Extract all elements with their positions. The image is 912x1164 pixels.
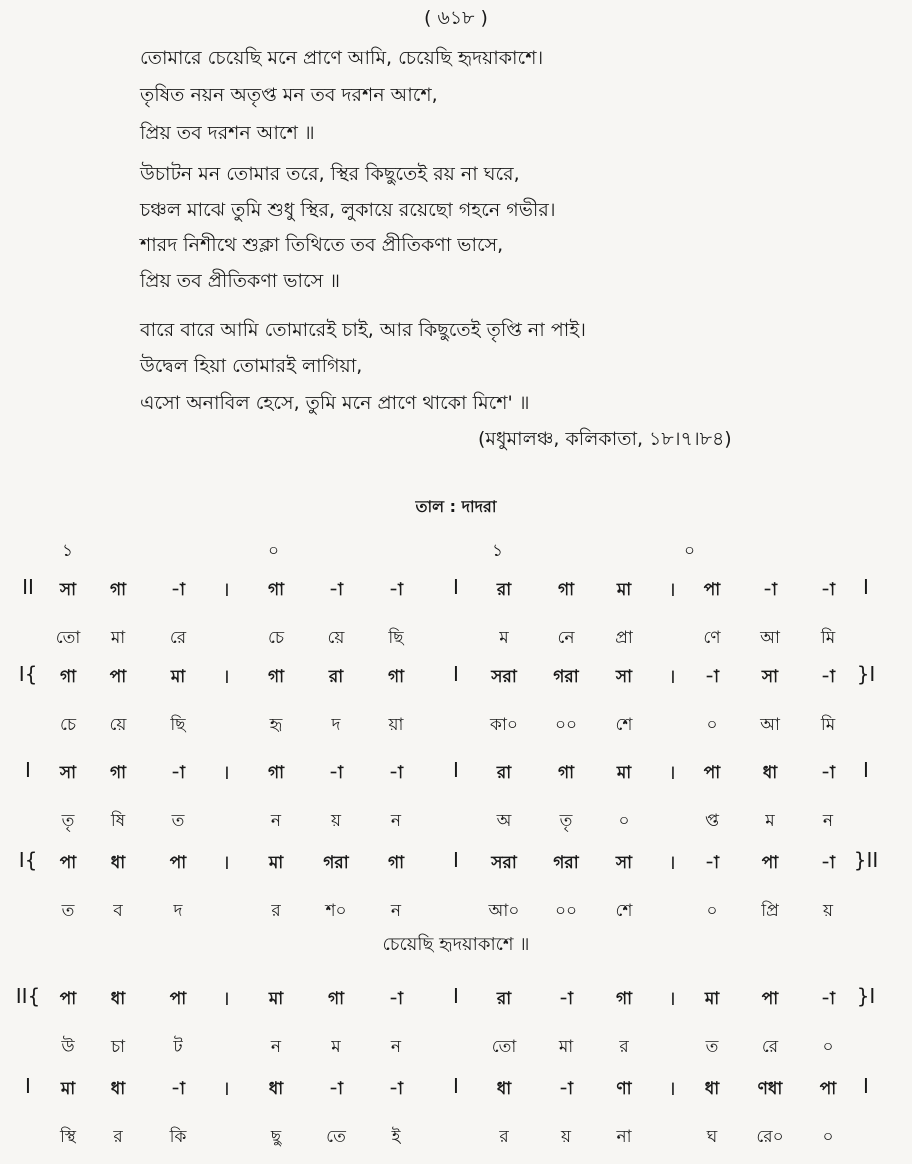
swara-note: গা [615,989,633,1009]
lyric-syllable: ০ [706,901,718,921]
lyric-syllable: মা [110,628,126,648]
lyric-syllable: ন [390,901,402,921]
swara-note: ণধা [757,1079,783,1099]
lyric-syllable: ম [331,1037,341,1057]
swara-note: গা [59,667,77,687]
lyric-syllable: স্থি [59,1127,77,1147]
swara-note: গা [327,989,345,1009]
bar-line: । [222,986,230,1010]
lyric-syllable: চে [267,628,285,648]
swara-note: গা [267,763,285,783]
lyric-syllable: শে [615,715,633,735]
lyric-syllable: শ০ [325,901,347,921]
row-end-mark: }I [856,984,876,1008]
row-end-mark: }II [853,848,879,872]
lyric-syllable: না [616,1127,632,1147]
lyric-syllable: র [113,1127,123,1147]
lyric-syllable: মি [820,628,836,648]
swara-note: গরা [553,667,579,687]
row-start-mark: I [25,758,31,782]
beat-mark: ১ [492,541,504,561]
swara-note: -া [821,763,835,783]
bar-line: । [222,664,230,688]
tala-heading: তাল : দাদরা [415,497,497,516]
lyric-syllable: ট [173,1037,183,1057]
bar-line: । [668,760,676,784]
swara-note: -া [329,763,343,783]
lyric-syllable: ০০ [554,901,578,921]
lyric-syllable: ০ [822,1127,834,1147]
lyric-syllable: র [271,901,281,921]
lyric-syllable: ন [822,811,834,831]
swara-note: সরা [491,853,517,873]
swara-note: মা [704,989,720,1009]
lyric-syllable: রে০ [756,1127,784,1147]
lyric-syllable: তো [491,1037,517,1057]
swara-note: সা [761,667,779,687]
poem-line: চঞ্চল মাঝে তুমি শুধু স্থির, লুকায়ে রয়েছো গহনে গভীর। [140,199,556,221]
bar-line: । [668,1076,676,1100]
swara-note: গা [387,853,405,873]
row-end-mark: I [863,1074,869,1098]
bar-line: । [668,577,676,601]
lyric-syllable: প্রা [615,628,633,648]
bar-line: । [668,850,676,874]
swara-note: সা [615,853,633,873]
swara-note: গা [557,580,575,600]
lyric-syllable: কা০ [490,715,518,735]
swara-note: গা [387,667,405,687]
swara-note: ধা [268,1079,284,1099]
bar-line: I [453,1074,459,1098]
swara-note: রা [496,989,512,1009]
swara-note: গা [109,763,127,783]
lyric-syllable: হৃ [269,715,283,735]
swara-note: -া [329,1079,343,1099]
lyric-syllable: দ [173,901,183,921]
lyric-syllable: র [499,1127,509,1147]
swara-note: -া [329,580,343,600]
lyric-syllable: ব [113,901,123,921]
lyric-syllable: য় [822,901,834,921]
poem-line: প্রিয় তব প্রীতিকণা ভাসে ॥ [140,270,341,292]
bar-line: I [453,848,459,872]
swara-note: গা [557,763,575,783]
lyric-syllable: ত [705,1037,719,1057]
poem-line: তৃষিত নয়ন অতৃপ্ত মন তব দরশন আশে, [140,84,438,106]
lyric-syllable: য়া [388,715,404,735]
lyric-syllable: উ [61,1037,75,1057]
lyric-syllable: য়ে [109,715,127,735]
swara-note: ধা [762,763,778,783]
lyric-syllable: মা [558,1037,574,1057]
lyric-syllable: ই [391,1127,401,1147]
lyric-syllable: ন [390,1037,402,1057]
swara-note: সা [59,580,77,600]
bar-line: । [222,577,230,601]
swara-note: গা [267,667,285,687]
lyric-syllable: ছু [270,1127,282,1147]
swara-note: পা [59,989,77,1009]
swara-note: মা [170,667,186,687]
poem-line: এসো অনাবিল হেসে, তুমি মনে প্রাণে থাকো মিশে' ॥ [140,392,530,414]
lyric-syllable: রে [761,1037,779,1057]
lyric-syllable: য় [330,811,342,831]
row-start-mark: II [22,575,34,599]
lyric-syllable: ম [499,628,509,648]
swara-note: মা [60,1079,76,1099]
swara-note: -া [705,667,719,687]
lyric-syllable: য়ে [327,628,345,648]
lyric-syllable: ছি [388,628,404,648]
swara-note: -া [559,989,573,1009]
swara-note: ধা [496,1079,512,1099]
swara-note: গা [267,580,285,600]
swara-note: পা [59,853,77,873]
beat-mark: ১ [62,541,74,561]
swara-note: -া [559,1079,573,1099]
lyric-syllable: ছি [170,715,186,735]
lyric-syllable: ষি [110,811,126,831]
row-start-mark: I{ [18,848,38,872]
interlude-line: চেয়েছি হৃদয়াকাশে ॥ [382,934,530,955]
swara-note: ধা [704,1079,720,1099]
bar-line: I [453,758,459,782]
lyric-syllable: ০ [706,715,718,735]
swara-note: মা [616,580,632,600]
beat-mark: ০ [684,541,696,561]
page-number: ( ৬১৮ ) [424,7,488,29]
swara-note: -া [171,763,185,783]
swara-note: -া [821,580,835,600]
lyric-syllable: তে [326,1127,346,1147]
lyric-syllable: আ [760,628,780,648]
swara-note: মা [268,989,284,1009]
lyric-syllable: য় [560,1127,572,1147]
beat-mark: ০ [268,541,280,561]
lyric-syllable: অ [496,811,512,831]
swara-note: -া [171,1079,185,1099]
bar-line: I [453,984,459,1008]
row-end-mark: I [863,758,869,782]
swara-note: রা [328,667,344,687]
swara-note: -া [705,853,719,873]
lyric-syllable: প্ত [705,811,719,831]
lyric-syllable: ণে [703,628,721,648]
swara-note: পা [761,853,779,873]
swara-note: ধা [110,989,126,1009]
lyric-syllable: ন [270,811,282,831]
swara-note: পা [169,853,187,873]
poem-line: প্রিয় তব দরশন আশে ॥ [140,122,315,144]
bar-line: । [222,1076,230,1100]
bar-line: । [222,760,230,784]
swara-note: -া [389,1079,403,1099]
swara-note: পা [109,667,127,687]
lyric-syllable: কি [169,1127,187,1147]
poem-line: বারে বারে আমি তোমারেই চাই, আর কিছুতেই তৃপ্তি না পাই। [140,319,586,341]
swara-note: পা [819,1079,837,1099]
row-start-mark: I{ [18,662,38,686]
swara-note: পা [703,580,721,600]
swara-note: রা [496,763,512,783]
swara-note: -া [821,853,835,873]
swara-note: -া [389,763,403,783]
swara-note: গা [109,580,127,600]
poem-line: তোমারে চেয়েছি মনে প্রাণে আমি, চেয়েছি হৃদয়াকাশে। [140,47,544,69]
swara-note: গরা [553,853,579,873]
bar-line: । [668,664,676,688]
lyric-syllable: ন [270,1037,282,1057]
lyric-syllable: রে [169,628,187,648]
swara-note: সা [615,667,633,687]
lyric-syllable: ম [765,811,775,831]
swara-note: -া [821,989,835,1009]
lyric-syllable: নে [557,628,575,648]
bar-line: । [668,986,676,1010]
poem-line: উচাটন মন তোমার তরে, স্থির কিছুতেই রয় না ঘরে, [140,163,520,185]
bar-line: I [453,662,459,686]
lyric-syllable: আ০ [488,901,520,921]
swara-note: গরা [323,853,349,873]
lyric-syllable: ত [61,901,75,921]
poem-line: উদ্বেল হিয়া তোমারই লাগিয়া, [140,355,363,377]
swara-note: মা [268,853,284,873]
swara-note: সা [59,763,77,783]
lyric-syllable: তৃ [559,811,573,831]
lyric-syllable: ০ [618,811,630,831]
lyric-syllable: ন [390,811,402,831]
lyric-syllable: তৃ [61,811,75,831]
swara-note: সরা [491,667,517,687]
source-citation: (মধুমালঞ্চ, কলিকাতা, ১৮।৭।৮৪) [478,428,732,450]
lyric-syllable: র [619,1037,629,1057]
swara-note: -া [763,580,777,600]
bar-line: I [453,575,459,599]
lyric-syllable: প্রি [761,901,779,921]
swara-note: মা [616,763,632,783]
swara-note: রা [496,580,512,600]
lyric-syllable: মি [820,715,836,735]
lyric-syllable: ত [171,811,185,831]
swara-note: পা [169,989,187,1009]
swara-note: -া [821,667,835,687]
lyric-syllable: চা [110,1037,126,1057]
swara-note: ধা [110,1079,126,1099]
swara-note: -া [171,580,185,600]
swara-note: -া [389,989,403,1009]
lyric-syllable: ঘ [706,1127,718,1147]
row-start-mark: II{ [15,984,41,1008]
swara-note: ধা [110,853,126,873]
lyric-syllable: শে [615,901,633,921]
swara-note: পা [761,989,779,1009]
row-end-mark: }I [856,662,876,686]
lyric-syllable: আ [760,715,780,735]
bar-line: । [222,850,230,874]
lyric-syllable: ০ [822,1037,834,1057]
lyric-syllable: দ [331,715,341,735]
swara-note: পা [703,763,721,783]
lyric-syllable: চে [59,715,77,735]
row-end-mark: I [863,575,869,599]
lyric-syllable: ০০ [554,715,578,735]
lyric-syllable: তো [55,628,81,648]
swara-note: ণা [616,1079,632,1099]
row-start-mark: I [25,1074,31,1098]
poem-line: শারদ নিশীথে শুক্লা তিথিতে তব প্রীতিকণা ভাসে, [140,234,504,256]
swara-note: -া [389,580,403,600]
